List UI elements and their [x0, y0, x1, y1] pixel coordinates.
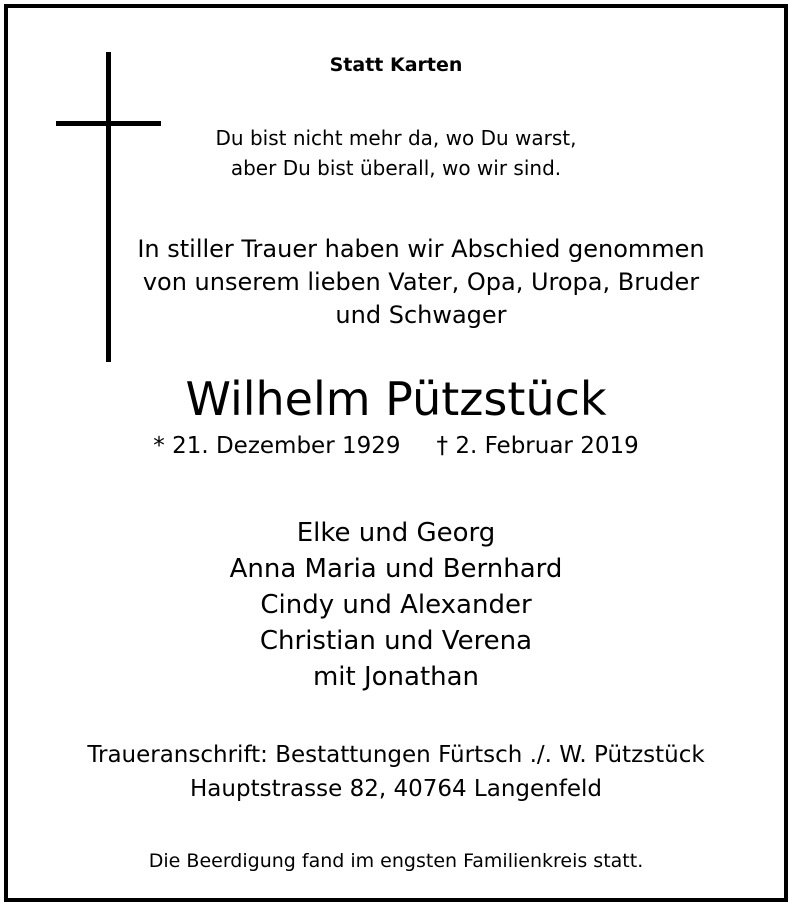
address-line-2: Hauptstrasse 82, 40764 Langenfeld	[190, 776, 602, 802]
mourner-line-3: Cindy und Alexander	[260, 590, 532, 620]
mourner-line-5: mit Jonathan	[312, 662, 480, 692]
mourner-line-4: Christian und Verena	[259, 626, 533, 656]
intro-line-1: In stiller Trauer haben wir Abschied genommen	[137, 235, 705, 263]
intro-line-2: von unserem lieben Vater, Opa, Uropa, Bruder	[142, 268, 700, 296]
deceased-name: Wilhelm Pützstück	[185, 372, 607, 426]
life-dates	[8, 435, 784, 458]
mourner-line-1: Elke und Georg	[296, 518, 496, 548]
address-line-1: Traueranschrift: Bestattungen Fürtsch ./. W. Pützstück	[87, 742, 705, 768]
cross-icon-crossbar	[56, 121, 161, 126]
obituary-notice	[4, 4, 788, 902]
notice-header: Statt Karten	[329, 54, 463, 76]
intro-line-3: und Schwager	[335, 301, 507, 329]
death-date: † 2. Februar 2019	[436, 433, 639, 459]
quote-line-2: aber Du bist überall, wo wir sind.	[230, 156, 562, 180]
mourner-line-2: Anna Maria und Bernhard	[229, 554, 563, 584]
funeral-note: Die Beerdigung fand im engsten Familienkreis statt.	[148, 850, 644, 872]
quote-line-1: Du bist nicht mehr da, wo Du warst,	[215, 126, 577, 150]
birth-date: * 21. Dezember 1929	[153, 433, 401, 459]
